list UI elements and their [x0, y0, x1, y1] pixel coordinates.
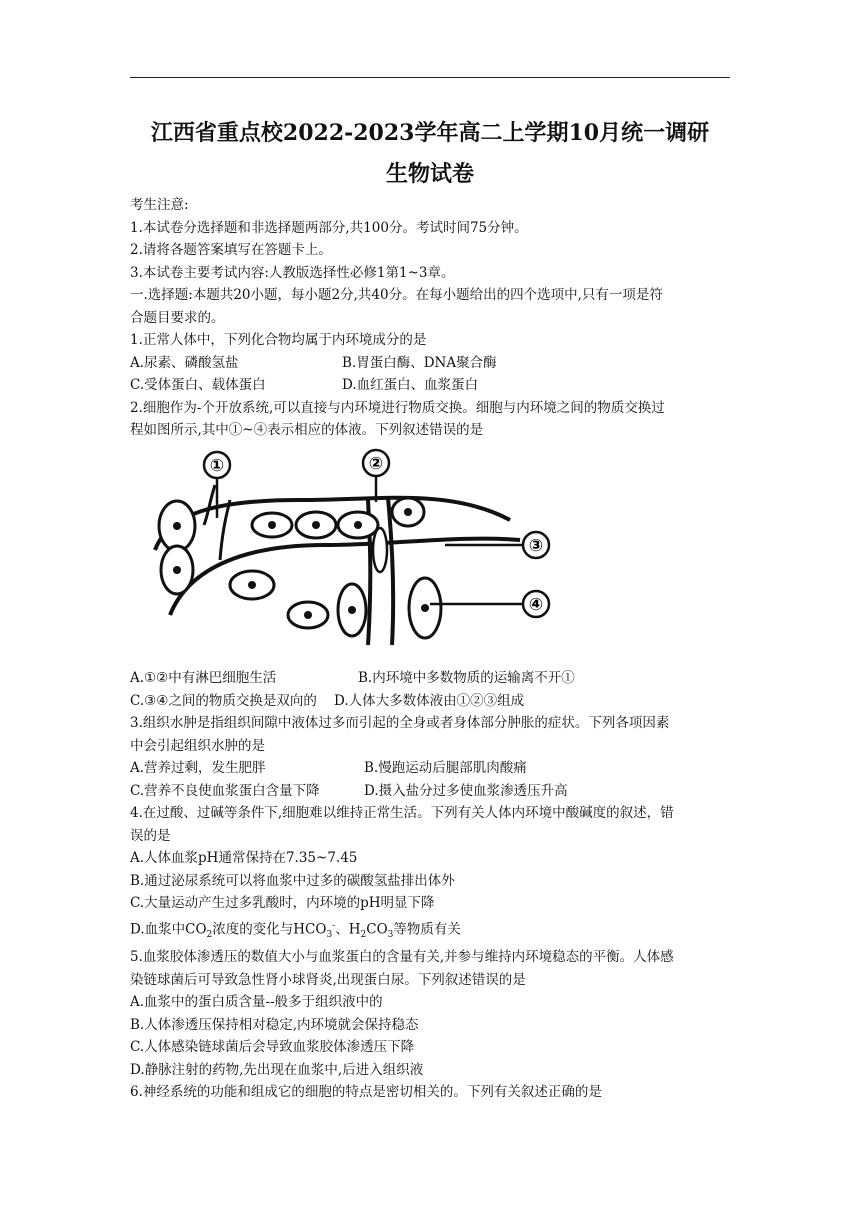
q3-stem-line1: 3.组织水肿是指组织间隙中液体过多而引起的全身或者身体部分肿胀的症状。下列各项因素 [130, 715, 670, 731]
q5-option-c: C.人体感染链球菌后会导致血浆胶体渗透压下降 [130, 1039, 415, 1056]
q2-stem-line1: 2.细胞作为-个开放系统,可以直接与内环境进行物质交换。细胞与内环境之间的物质交换过 [130, 399, 665, 416]
q4-d-sub3: 2 [360, 929, 367, 940]
q4-option-a: A.人体血浆pH通常保持在7.35~7.45 [130, 850, 358, 866]
body-fluid-diagram [130, 440, 570, 665]
q1-option-b: B.胃蛋白酶、DNA聚合酶 [342, 354, 497, 371]
q4-stem-line2: 误的是 [130, 827, 171, 844]
header-rule [130, 77, 730, 78]
exam-subtitle: 生物试卷 [385, 161, 474, 187]
q3-option-a: A.营养过剩，发生肥胖 [130, 760, 266, 776]
q2-option-a: A.①②中有淋巴细胞生活 [130, 670, 277, 686]
q4-option-b: B.通过泌尿系统可以将血浆中过多的碳酸氢盐排出体外 [130, 872, 455, 889]
q4-d-mid: 浓度的变化与HCO [212, 921, 327, 937]
q2-options-row1 [130, 667, 730, 690]
q1-option-a: A.尿素、磷酸氢盐 [130, 354, 239, 371]
q5-option-a: A.血浆中的蛋白质含量--般多于组织液中的 [130, 994, 383, 1011]
q2-stem-line2: 程如图所示,其中①~④表示相应的体液。下列叙述错误的是 [130, 422, 484, 438]
q1-option-c: C.受体蛋白、载体蛋白 [130, 377, 266, 393]
q2-options-row2 [130, 690, 730, 713]
q3-options-row2 [130, 780, 730, 803]
note-item-1: 1.本试卷分选择题和非选择题两部分,共100分。考试时间75分钟。 [130, 219, 528, 236]
section1-intro-line1: 一.选择题:本题共20小题，每小题2分,共40分。在每小题给出的四个选项中,只有一项是符 [130, 287, 663, 303]
q6-stem: 6.神经系统的功能和组成它的细胞的特点是密切相关的。下列有关叙述正确的是 [130, 1084, 602, 1101]
q2-option-c: C.③④之间的物质交换是双向的 [130, 692, 317, 709]
figure-label-3: ③ [528, 536, 544, 556]
note-item-3: 3.本试卷主要考试内容:人教版选择性必修1第1~3章。 [130, 264, 455, 281]
q1-option-d: D.血红蛋白、血浆蛋白 [342, 377, 479, 393]
q2-option-b: B.内环境中多数物质的运输离不开① [358, 670, 575, 686]
q4-stem-line1: 4.在过酸、过碱等条件下,细胞难以维持正常生活。下列有关人体内环境中酸碱度的叙述，错 [130, 805, 674, 821]
q4-d-sub4: 3 [387, 929, 394, 940]
q3-option-c: C.营养不良使血浆蛋白含量下降 [130, 782, 320, 799]
notes-heading: 考生注意: [130, 197, 189, 213]
q1-stem: 1.正常人体中，下列化合物均属于内环境成分的是 [130, 332, 427, 348]
note-item-2: 2.请将各题答案填写在答题卡上。 [130, 242, 332, 258]
q4-option-d [130, 915, 730, 947]
lower-text-block [130, 667, 730, 1104]
q4-d-sub1: 2 [206, 929, 213, 940]
q4-d-mid2: 、H [335, 921, 361, 937]
q3-option-b: B.慢跑运动后腿部肌肉酸痛 [364, 760, 527, 776]
body-fluid-diagram-svg [130, 440, 570, 665]
q3-options-row1 [130, 757, 730, 780]
q5-stem-line1: 5.血浆胶体渗透压的数值大小与血浆蛋白的含量有关,并参与维持内环境稳态的平衡。人体感 [130, 949, 674, 966]
q5-stem-line2: 染链球菌后可导致急性肾小球肾炎,出现蛋白尿。下列叙述错误的是 [130, 971, 526, 988]
q1-options-row1 [130, 352, 730, 375]
q3-option-d: D.摄入盐分过多使血浆渗透压升高 [364, 782, 568, 799]
exam-title: 江西省重点校2022-2023学年高二上学期10月统一调研 [150, 120, 710, 146]
q3-stem-line2: 中会引起组织水肿的是 [130, 737, 265, 754]
q4-d-sub2: 3 [326, 929, 333, 940]
q5-option-b: B.人体渗透压保持相对稳定,内环境就会保持稳态 [130, 1016, 419, 1033]
q5-option-d: D.静脉注射的药物,先出现在血浆中,后进入组织液 [130, 1061, 424, 1078]
upper-text-block [130, 194, 730, 442]
q4-option-c: C.大量运动产生过多乳酸时，内环境的pH明显下降 [130, 895, 435, 911]
figure-label-2: ② [368, 454, 384, 474]
q1-options-row2 [130, 374, 730, 397]
q4-d-sup: - [332, 920, 336, 931]
q4-d-pre: D.血浆中CO [130, 921, 207, 937]
figure-label-1: ① [209, 456, 225, 476]
q4-d-post: 等物质有关 [393, 921, 461, 937]
section1-intro-line2: 合题目要求的。 [130, 309, 225, 326]
figure-label-4: ④ [528, 595, 544, 615]
q4-d-mid3: CO [366, 921, 388, 937]
q2-option-d: D.人体大多数体液由①②③组成 [334, 692, 525, 709]
